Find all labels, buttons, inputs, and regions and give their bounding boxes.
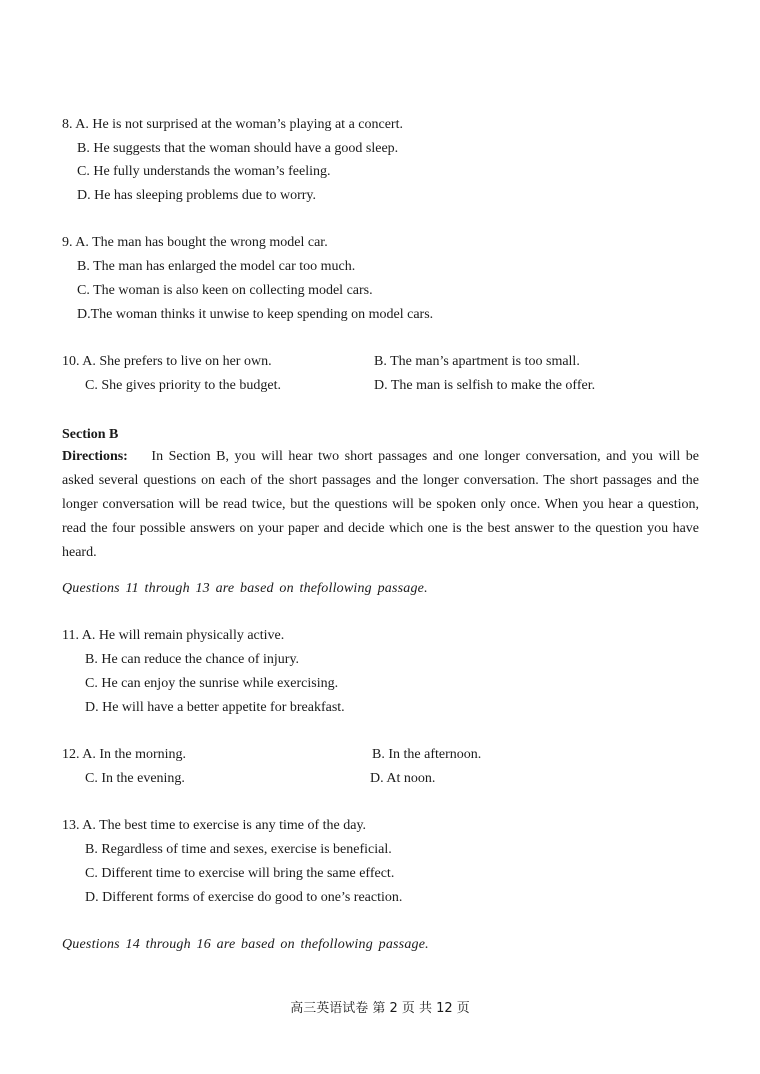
passage-intro-14-16: Questions 14 through 16 are based on thefollowing passage. [62, 937, 429, 952]
question-12-option-a: 12. A. In the morning. [62, 747, 187, 762]
question-9-option-c: C. The woman is also keen on collecting model cars. [77, 283, 373, 298]
question-11-option-a: 11. A. He will remain physically active. [62, 628, 285, 643]
question-10-option-c: C. She gives priority to the budget. [85, 378, 281, 393]
question-11-option-c: C. He can enjoy the sunrise while exercising. [85, 676, 339, 691]
directions-label: Directions: [62, 449, 128, 464]
question-8-option-c: C. He fully understands the woman’s feeling. [77, 164, 331, 179]
question-9-option-a: 9. A. The man has bought the wrong model car. [62, 235, 328, 250]
question-9-option-b: B. The man has enlarged the model car too much. [77, 259, 356, 274]
section-b-directions [62, 445, 699, 565]
question-8-option-a: 8. A. He is not surprised at the woman’s playing at a concert. [62, 117, 403, 132]
question-13-option-d: D. Different forms of exercise do good to one’s reaction. [85, 890, 403, 905]
question-12-option-b: B. In the afternoon. [372, 747, 482, 762]
question-13-option-a: 13. A. The best time to exercise is any time of the day. [62, 818, 367, 833]
question-12-option-d: D. At noon. [370, 771, 436, 786]
directions-text: In Section B, you will hear two short passages and one longer conversation, and you will be asked several questions on each of the short passages and the longer conversation. The short passages and the longer conversation will be read twice, but the questions will be spoken only once. When you hear a question, read the four possible answers on your paper and decide which one is the best answer to the question you have heard. [62, 449, 700, 560]
question-11-option-b: B. He can reduce the chance of injury. [85, 652, 300, 667]
question-13-option-c: C. Different time to exercise will bring the same effect. [85, 866, 395, 881]
passage-intro-11-13: Questions 11 through 13 are based on thefollowing passage. [62, 581, 428, 596]
question-8-option-b: B. He suggests that the woman should have a good sleep. [77, 141, 399, 156]
question-13-option-b: B. Regardless of time and sexes, exercise is beneficial. [85, 842, 392, 857]
page-footer: 高三英语试卷 第 2 页 共 12 页 [290, 1001, 470, 1016]
question-10-option-d: D. The man is selfish to make the offer. [374, 378, 596, 393]
question-11-option-d: D. He will have a better appetite for breakfast. [85, 700, 345, 715]
question-12-option-c: C. In the evening. [85, 771, 185, 786]
section-b-title: Section B [62, 427, 119, 442]
question-10-option-b: B. The man’s apartment is too small. [374, 354, 580, 369]
question-8-option-d: D. He has sleeping problems due to worry. [77, 188, 316, 203]
question-10-option-a: 10. A. She prefers to live on her own. [62, 354, 272, 369]
question-9-option-d: D.The woman thinks it unwise to keep spending on model cars. [77, 307, 434, 322]
